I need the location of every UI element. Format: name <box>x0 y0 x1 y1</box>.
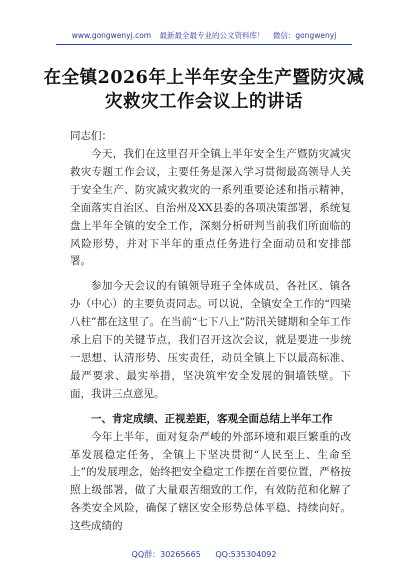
section-heading: 一、肯定成绩、正视差距，客观全面总结上半年工作 <box>91 412 333 425</box>
document-body <box>70 146 351 536</box>
body-paragraph: 参加今天会议的有镇领导班子全体成员，各社区、镇各办（中心）的主要负责同志。可以说，全镇安全工作的“四梁八柱”都在这里了。在当前“七下八上”防汛关键期和全年工作承上启下的关键节点，我们召开这次会议，就是要进一步统一思想、认清形势、压实责任，动员全镇上下以最高标准、最严要求、最实举措，坚决筑牢安全发展的铜墙铁壁。下面，我讲三点意见。 <box>70 280 351 400</box>
salutation: 同志们： <box>70 130 112 142</box>
body-paragraph: 今天，我们在这里召开全镇上半年安全生产暨防灾减灾救灾专题工作会议，主要任务是深入学习贯彻最高领导人关于安全生产、防灾减灾救灾的一系列重要论述和指示精神，全面落实自治区、自治州及XX县委的各项决策部署，系统复盘上半年全镇的安全工作，深刻分析研判当前我们所面临的风险形势，并对下半年的重点任务进行全面动员和安排部署。 <box>70 148 351 268</box>
page-header <box>0 30 408 41</box>
footer-qq: QQ:535304092 <box>215 550 277 559</box>
document-title: 在全镇2026年上半年安全生产暨防灾减灾救灾工作会议上的讲话 <box>43 68 365 112</box>
body-paragraph: 今年上半年，面对复杂严峻的外部环境和艰巨繁重的改革发展稳定任务，全镇上下坚决贯彻“人民至上、生命至上”的发展理念，始终把安全稳定工作摆在首要位置，严格按照上级部署，做了大量艰苦细致的工作，有效防范和化解了各类安全风险，确保了辖区安全形势总体平稳、持续向好。这些成绩的 <box>70 430 351 533</box>
header-wechat: 微信：gongwenyj <box>272 31 337 40</box>
footer-qq-group: QQ群：30265665 <box>131 550 201 559</box>
header-slogan: 最新最全最专业的公文资料库！ <box>159 31 265 40</box>
header-divider <box>56 44 352 45</box>
page-footer <box>0 549 408 560</box>
header-site[interactable]: www.gongwenyj.com <box>71 31 152 40</box>
